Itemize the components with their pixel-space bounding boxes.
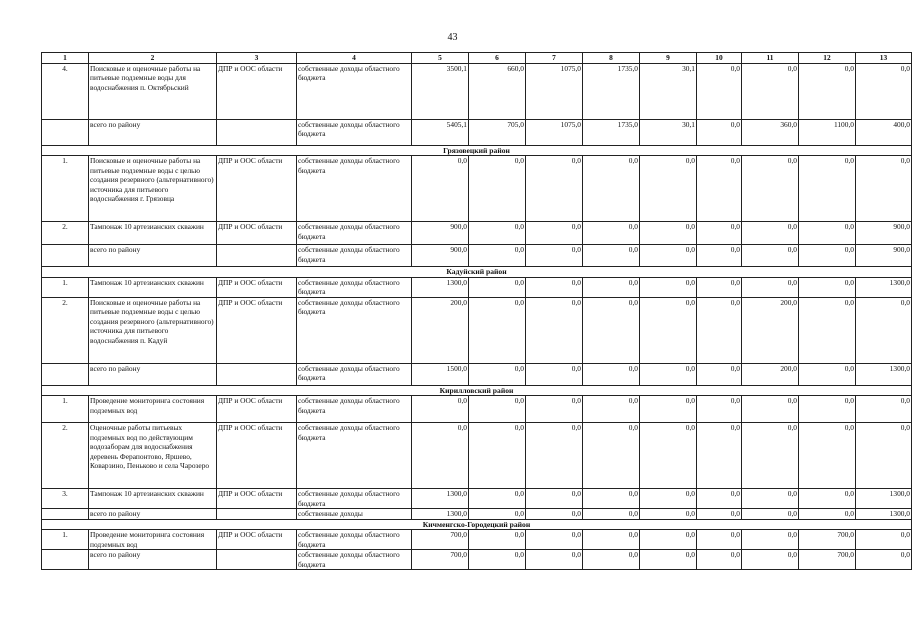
column-header: 1	[42, 53, 89, 64]
amount-cell: 0,0	[526, 396, 583, 423]
amount-cell: 0,0	[742, 550, 799, 570]
amount-cell: 0,0	[799, 363, 856, 385]
amount-cell: 0,0	[742, 156, 799, 222]
amount-cell: 0,0	[799, 423, 856, 489]
measure-name: Поисковые и оценочные работы на питьевые подземные воды для водоснабжения п. Октябрьский	[89, 63, 217, 119]
district-row	[42, 267, 912, 278]
funding-source: собственные доходы областного бюджета	[297, 277, 412, 297]
amount-cell: 1100,0	[799, 119, 856, 145]
amount-cell: 0,0	[799, 63, 856, 119]
column-header: 6	[469, 53, 526, 64]
amount-cell: 0,0	[412, 423, 469, 489]
amount-cell: 0,0	[640, 489, 697, 509]
amount-cell: 1300,0	[412, 277, 469, 297]
funding-source: собственные доходы областного бюджета	[297, 489, 412, 509]
district-heading: Кичменгско-Городецкий район	[42, 519, 912, 530]
amount-cell: 0,0	[583, 509, 640, 520]
column-header: 11	[742, 53, 799, 64]
amount-cell: 1075,0	[526, 63, 583, 119]
executor: ДПР и ООС области	[217, 63, 297, 119]
amount-cell: 3500,1	[412, 63, 469, 119]
district-row	[42, 519, 912, 530]
amount-cell: 0,0	[856, 530, 912, 550]
funding-source: собственные доходы областного бюджета	[297, 156, 412, 222]
funding-source: собственные доходы областного бюджета	[297, 222, 412, 245]
amount-cell: 5405,1	[412, 119, 469, 145]
amount-cell: 1300,0	[412, 509, 469, 520]
column-header: 8	[583, 53, 640, 64]
measure-name: Тампонаж 10 артезианских скважин	[89, 222, 217, 245]
district-heading: Кадуйский район	[42, 267, 912, 278]
measure-name: Проведение мониторинга состояния подземных вод	[89, 530, 217, 550]
amount-cell: 0,0	[742, 489, 799, 509]
funding-source: собственные доходы областного бюджета	[297, 297, 412, 363]
amount-cell: 0,0	[583, 245, 640, 267]
amount-cell: 200,0	[412, 297, 469, 363]
funding-source: собственные доходы областного бюджета	[297, 396, 412, 423]
amount-cell: 400,0	[856, 119, 912, 145]
amount-cell: 1300,0	[856, 509, 912, 520]
amount-cell: 1735,0	[583, 119, 640, 145]
amount-cell: 200,0	[742, 297, 799, 363]
amount-cell: 0,0	[697, 530, 742, 550]
amount-cell: 0,0	[640, 396, 697, 423]
amount-cell: 1300,0	[856, 363, 912, 385]
column-header: 10	[697, 53, 742, 64]
amount-cell: 30,1	[640, 63, 697, 119]
funding-source: собственные доходы областного бюджета	[297, 119, 412, 145]
executor: ДПР и ООС области	[217, 489, 297, 509]
amount-cell: 0,0	[640, 363, 697, 385]
amount-cell: 0,0	[526, 530, 583, 550]
measure-name: всего по району	[89, 119, 217, 145]
row-number	[42, 245, 89, 267]
amount-cell: 0,0	[742, 277, 799, 297]
amount-cell: 0,0	[640, 222, 697, 245]
amount-cell: 0,0	[583, 396, 640, 423]
column-header: 2	[89, 53, 217, 64]
amount-cell: 0,0	[526, 550, 583, 570]
funding-source: собственные доходы областного бюджета	[297, 363, 412, 385]
executor	[217, 509, 297, 520]
amount-cell: 0,0	[742, 63, 799, 119]
district-heading: Грязовецкий район	[42, 145, 912, 156]
amount-cell: 0,0	[799, 245, 856, 267]
amount-cell: 360,0	[742, 119, 799, 145]
amount-cell: 0,0	[697, 550, 742, 570]
amount-cell: 700,0	[799, 550, 856, 570]
amount-cell: 0,0	[469, 222, 526, 245]
amount-cell: 0,0	[742, 245, 799, 267]
executor	[217, 550, 297, 570]
amount-cell: 0,0	[469, 550, 526, 570]
amount-cell: 0,0	[742, 423, 799, 489]
amount-cell: 0,0	[526, 277, 583, 297]
amount-cell: 0,0	[583, 489, 640, 509]
measure-name: Тампонаж 10 артезианских скважин	[89, 277, 217, 297]
executor: ДПР и ООС области	[217, 423, 297, 489]
amount-cell: 0,0	[856, 63, 912, 119]
funding-source: собственные доходы областного бюджета	[297, 63, 412, 119]
row-number	[42, 363, 89, 385]
amount-cell: 700,0	[799, 530, 856, 550]
row-number: 1.	[42, 156, 89, 222]
table-row	[42, 245, 912, 267]
amount-cell: 0,0	[526, 489, 583, 509]
amount-cell: 0,0	[742, 222, 799, 245]
amount-cell: 1300,0	[856, 277, 912, 297]
amount-cell: 0,0	[583, 363, 640, 385]
table-row	[42, 119, 912, 145]
executor	[217, 363, 297, 385]
row-number	[42, 119, 89, 145]
amount-cell: 0,0	[640, 277, 697, 297]
amount-cell: 0,0	[583, 222, 640, 245]
amount-cell: 0,0	[583, 277, 640, 297]
amount-cell: 0,0	[526, 509, 583, 520]
amount-cell: 0,0	[799, 277, 856, 297]
column-header: 3	[217, 53, 297, 64]
measure-name: Поисковые и оценочные работы на питьевые подземные воды с целью создания резервного (альтернативного) источника для питьевого водоснабжения п. Кадуй	[89, 297, 217, 363]
amount-cell: 0,0	[640, 156, 697, 222]
amount-cell: 0,0	[856, 156, 912, 222]
row-number: 2.	[42, 423, 89, 489]
amount-cell: 0,0	[412, 156, 469, 222]
executor: ДПР и ООС области	[217, 222, 297, 245]
amount-cell: 0,0	[526, 222, 583, 245]
amount-cell: 200,0	[742, 363, 799, 385]
table-row	[42, 530, 912, 550]
amount-cell: 660,0	[469, 63, 526, 119]
table-body	[42, 63, 912, 570]
amount-cell: 0,0	[856, 396, 912, 423]
column-header: 12	[799, 53, 856, 64]
amount-cell: 900,0	[412, 245, 469, 267]
measure-name: Оценочные работы питьевых подземных вод по действующим водозаборам для водоснабжения деревень Ферапонтово, Яршево, Коварзино, Пеньково и села Чарозеро	[89, 423, 217, 489]
measure-name: всего по району	[89, 245, 217, 267]
budget-table	[41, 52, 912, 570]
table-row	[42, 423, 912, 489]
amount-cell: 0,0	[469, 245, 526, 267]
amount-cell: 0,0	[697, 423, 742, 489]
district-row	[42, 145, 912, 156]
table-row	[42, 550, 912, 570]
amount-cell: 0,0	[469, 423, 526, 489]
funding-source: собственные доходы	[297, 509, 412, 520]
amount-cell: 900,0	[412, 222, 469, 245]
amount-cell: 0,0	[697, 222, 742, 245]
funding-source: собственные доходы областного бюджета	[297, 550, 412, 570]
measure-name: всего по району	[89, 509, 217, 520]
row-number: 4.	[42, 63, 89, 119]
amount-cell: 0,0	[742, 530, 799, 550]
district-row	[42, 385, 912, 396]
measure-name: Поисковые и оценочные работы на питьевые подземные воды с целью создания резервного (альтернативного) источника для питьевого водоснабжения г. Грязовца	[89, 156, 217, 222]
amount-cell: 705,0	[469, 119, 526, 145]
executor: ДПР и ООС области	[217, 277, 297, 297]
amount-cell: 0,0	[799, 396, 856, 423]
amount-cell: 0,0	[640, 245, 697, 267]
amount-cell: 0,0	[469, 396, 526, 423]
amount-cell: 0,0	[742, 396, 799, 423]
amount-cell: 0,0	[526, 423, 583, 489]
column-header: 9	[640, 53, 697, 64]
row-number: 2.	[42, 222, 89, 245]
amount-cell: 1300,0	[856, 489, 912, 509]
amount-cell: 0,0	[526, 363, 583, 385]
amount-cell: 0,0	[640, 423, 697, 489]
amount-cell: 900,0	[856, 245, 912, 267]
amount-cell: 0,0	[856, 423, 912, 489]
executor	[217, 245, 297, 267]
executor: ДПР и ООС области	[217, 156, 297, 222]
amount-cell: 0,0	[583, 156, 640, 222]
column-header: 4	[297, 53, 412, 64]
amount-cell: 0,0	[856, 550, 912, 570]
row-number	[42, 509, 89, 520]
funding-source: собственные доходы областного бюджета	[297, 423, 412, 489]
amount-cell: 0,0	[583, 530, 640, 550]
measure-name: Проведение мониторинга состояния подземных вод	[89, 396, 217, 423]
amount-cell: 1300,0	[412, 489, 469, 509]
amount-cell: 1735,0	[583, 63, 640, 119]
table-row	[42, 277, 912, 297]
amount-cell: 0,0	[469, 277, 526, 297]
table-row	[42, 363, 912, 385]
amount-cell: 0,0	[697, 396, 742, 423]
amount-cell: 0,0	[583, 423, 640, 489]
table-row	[42, 222, 912, 245]
amount-cell: 30,1	[640, 119, 697, 145]
amount-cell: 700,0	[412, 550, 469, 570]
amount-cell: 0,0	[526, 156, 583, 222]
amount-cell: 0,0	[412, 396, 469, 423]
amount-cell: 0,0	[526, 297, 583, 363]
district-heading: Кирилловский район	[42, 385, 912, 396]
amount-cell: 0,0	[697, 277, 742, 297]
amount-cell: 0,0	[697, 363, 742, 385]
column-header: 13	[856, 53, 912, 64]
executor: ДПР и ООС области	[217, 530, 297, 550]
row-number: 1.	[42, 396, 89, 423]
row-number: 3.	[42, 489, 89, 509]
amount-cell: 0,0	[697, 489, 742, 509]
amount-cell: 0,0	[640, 550, 697, 570]
amount-cell: 0,0	[469, 530, 526, 550]
amount-cell: 0,0	[742, 509, 799, 520]
row-number: 2.	[42, 297, 89, 363]
amount-cell: 700,0	[412, 530, 469, 550]
column-header: 5	[412, 53, 469, 64]
measure-name: всего по району	[89, 363, 217, 385]
amount-cell: 0,0	[799, 509, 856, 520]
amount-cell: 0,0	[697, 119, 742, 145]
amount-cell: 0,0	[469, 509, 526, 520]
executor	[217, 119, 297, 145]
amount-cell: 0,0	[583, 297, 640, 363]
amount-cell: 0,0	[799, 222, 856, 245]
amount-cell: 1075,0	[526, 119, 583, 145]
measure-name: Тампонаж 10 артезианских скважин	[89, 489, 217, 509]
amount-cell: 0,0	[469, 489, 526, 509]
table-row	[42, 63, 912, 119]
amount-cell: 0,0	[640, 530, 697, 550]
amount-cell: 0,0	[469, 297, 526, 363]
table-row	[42, 509, 912, 520]
amount-cell: 0,0	[697, 156, 742, 222]
amount-cell: 0,0	[640, 509, 697, 520]
measure-name: всего по району	[89, 550, 217, 570]
amount-cell: 0,0	[856, 297, 912, 363]
table-row	[42, 297, 912, 363]
executor: ДПР и ООС области	[217, 396, 297, 423]
funding-source: собственные доходы областного бюджета	[297, 245, 412, 267]
row-number	[42, 550, 89, 570]
header-row	[42, 53, 912, 64]
page-number: 43	[447, 32, 458, 43]
amount-cell: 0,0	[469, 363, 526, 385]
table-row	[42, 156, 912, 222]
amount-cell: 0,0	[799, 156, 856, 222]
amount-cell: 0,0	[799, 297, 856, 363]
table-row	[42, 396, 912, 423]
amount-cell: 1500,0	[412, 363, 469, 385]
amount-cell: 0,0	[697, 509, 742, 520]
amount-cell: 0,0	[697, 63, 742, 119]
row-number: 1.	[42, 530, 89, 550]
amount-cell: 0,0	[469, 156, 526, 222]
amount-cell: 0,0	[640, 297, 697, 363]
amount-cell: 0,0	[799, 489, 856, 509]
amount-cell: 0,0	[526, 245, 583, 267]
column-header: 7	[526, 53, 583, 64]
amount-cell: 900,0	[856, 222, 912, 245]
funding-source: собственные доходы областного бюджета	[297, 530, 412, 550]
table-row	[42, 489, 912, 509]
executor: ДПР и ООС области	[217, 297, 297, 363]
amount-cell: 0,0	[583, 550, 640, 570]
amount-cell: 0,0	[697, 245, 742, 267]
row-number: 1.	[42, 277, 89, 297]
amount-cell: 0,0	[697, 297, 742, 363]
